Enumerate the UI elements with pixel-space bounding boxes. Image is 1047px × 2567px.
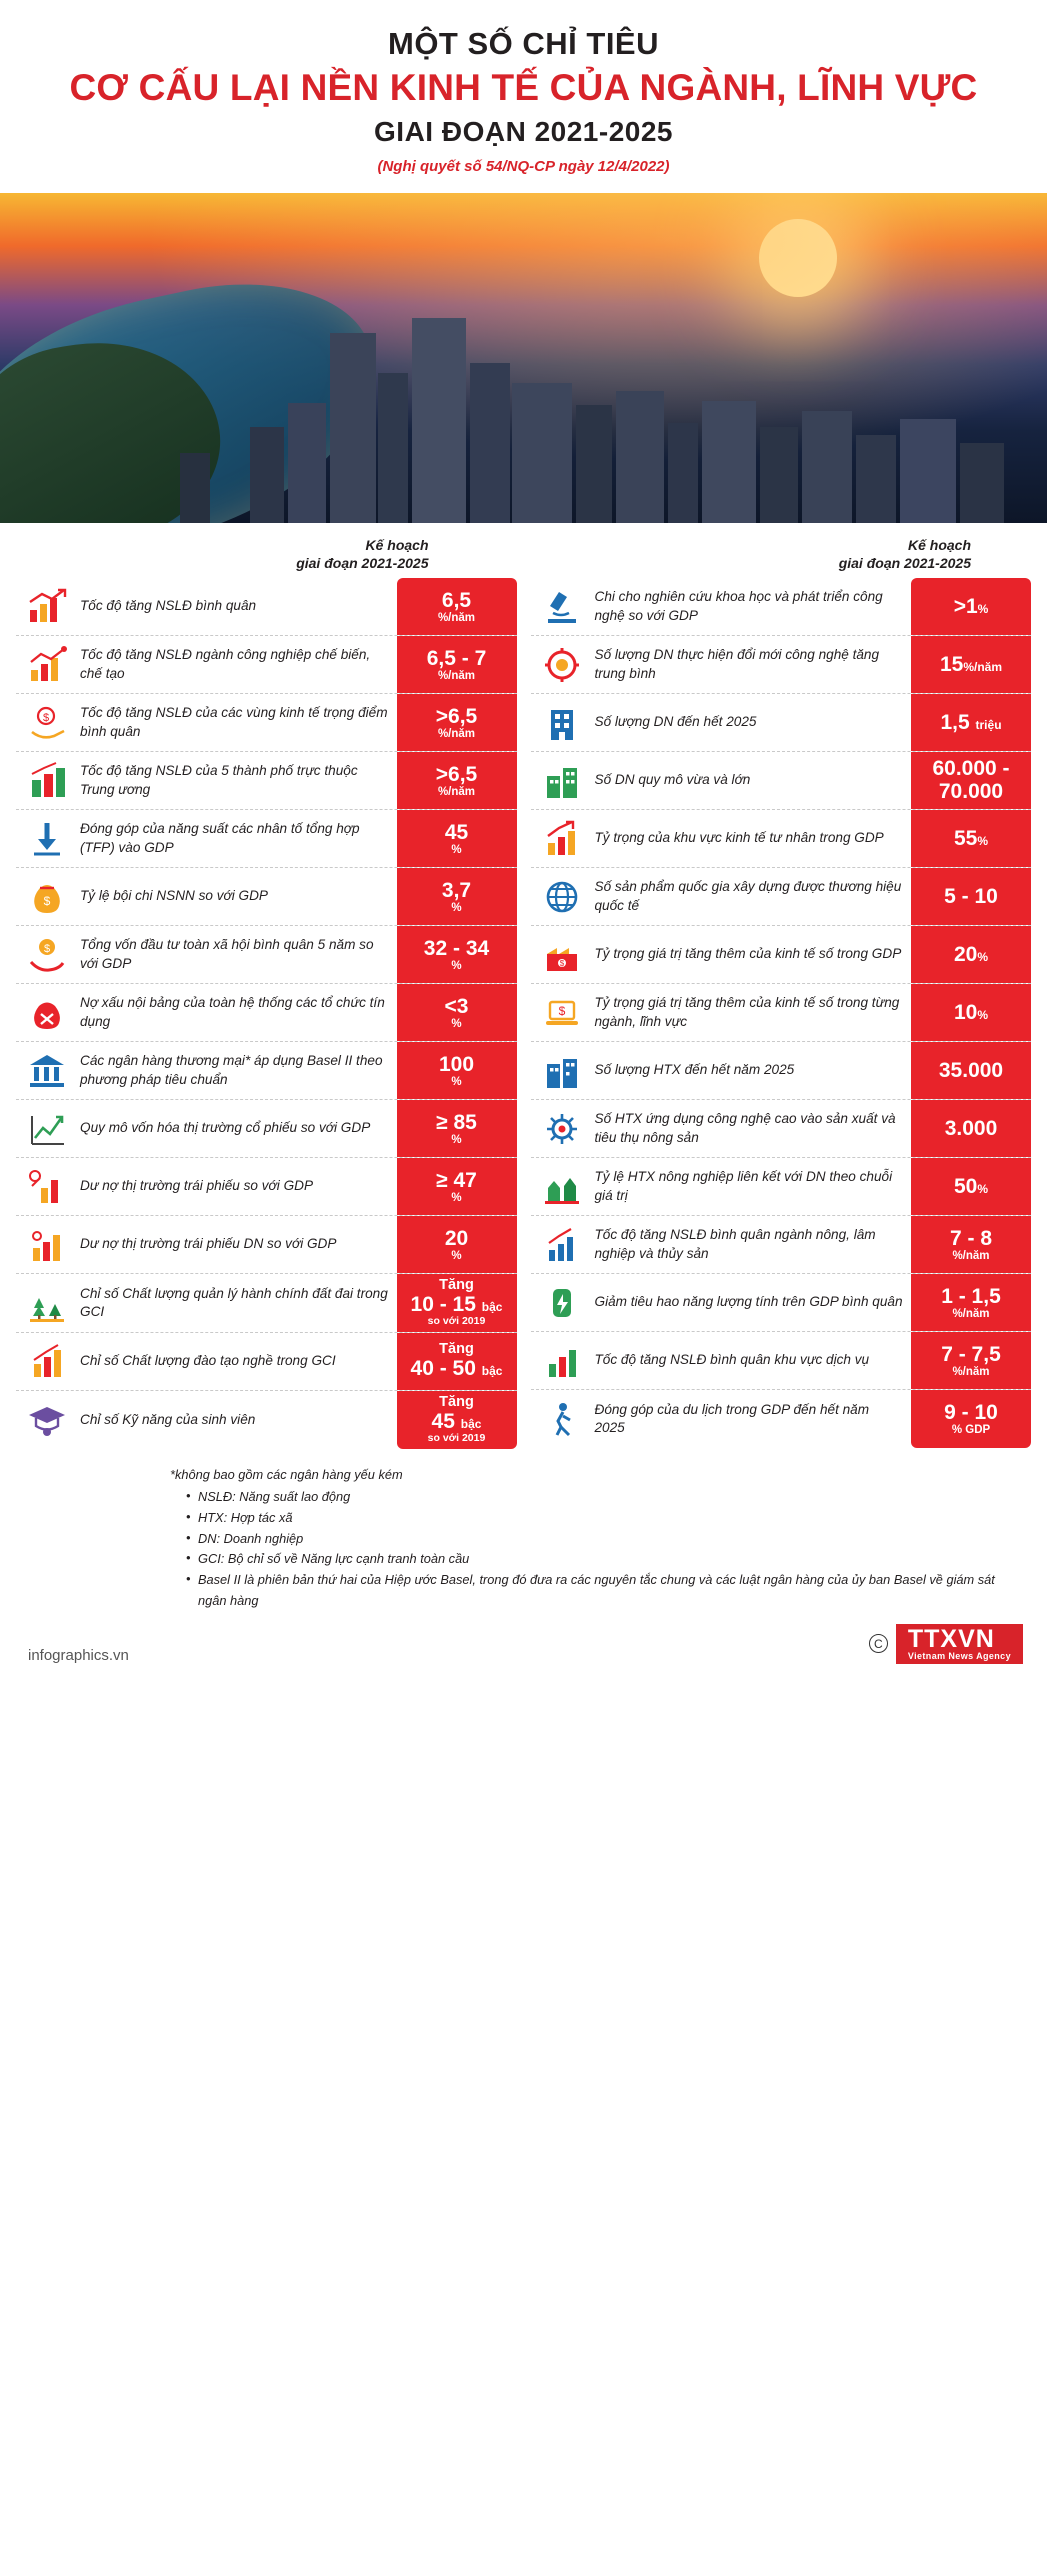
bad-debt-icon xyxy=(16,986,78,1040)
row-value-unit: % xyxy=(451,1075,462,1088)
row-value-number: 32 - 34 xyxy=(423,936,490,960)
agency-logo xyxy=(869,1624,1023,1665)
row-label: Số sản phẩm quốc gia xây dựng được thương hiệu quốc tế xyxy=(594,879,902,913)
svg-text:$: $ xyxy=(43,942,51,955)
svg-text:$: $ xyxy=(43,893,51,908)
row-value-number: 15%/năm xyxy=(939,652,1003,676)
svg-text:$: $ xyxy=(558,1003,565,1018)
footnotes xyxy=(0,1449,1047,1618)
left-plan-header xyxy=(16,537,517,572)
gear-target-icon xyxy=(531,638,593,692)
row-label: Chỉ số Chất lượng đào tạo nghề trong GCI xyxy=(80,1353,336,1369)
microscope-icon xyxy=(531,580,593,634)
row-value xyxy=(397,1158,517,1215)
row-label: Tổng vốn đầu tư toàn xã hội bình quân 5 năm so với GDP xyxy=(80,937,374,971)
table-row xyxy=(16,1216,517,1274)
city-skyline xyxy=(0,313,1047,523)
table-row xyxy=(16,752,517,810)
row-value-number: 10 - 15 bậc xyxy=(410,1292,503,1316)
row-label: Chỉ số Kỹ năng của sinh viên xyxy=(80,1411,256,1427)
city-growth-icon xyxy=(16,754,78,808)
row-label: Tỷ trọng giá trị tăng thêm của kinh tế số trong từng ngành, lĩnh vực xyxy=(594,995,900,1029)
table-row xyxy=(531,1158,1032,1216)
row-value-number: 100 xyxy=(438,1052,475,1076)
indicator-tables xyxy=(0,523,1047,1449)
footnote-item: • NSLĐ: Năng suất lao động xyxy=(186,1487,1019,1508)
tech-gear-icon xyxy=(531,1102,593,1156)
row-value-number: 50% xyxy=(953,1174,989,1198)
row-label: Chỉ số Chất lượng quản lý hành chính đất đai trong GCI xyxy=(80,1285,388,1319)
table-row xyxy=(16,1158,517,1216)
row-label: Số DN quy mô vừa và lớn xyxy=(594,772,751,788)
row-value-number: 5 - 10 xyxy=(944,884,998,908)
row-value xyxy=(911,1274,1031,1331)
row-value-unit: % xyxy=(451,843,462,856)
table-row xyxy=(16,636,517,694)
tourist-icon xyxy=(531,1392,593,1446)
percent-bars-icon xyxy=(16,1160,78,1214)
row-value-number: 7 - 7,5 xyxy=(941,1342,1001,1366)
footnote-item: • GCI: Bộ chỉ số về Năng lực cạnh tranh toàn cầu xyxy=(186,1549,1019,1570)
growth-chart-icon xyxy=(16,580,78,634)
row-value-number: ≥ 85 xyxy=(436,1110,477,1134)
table-row xyxy=(531,1100,1032,1158)
land-trees-icon xyxy=(16,1276,78,1330)
table-row xyxy=(531,984,1032,1042)
row-value xyxy=(911,694,1031,751)
row-value-number: 60.000 - 70.000 xyxy=(932,757,1010,803)
ttxvn-subtitle: Vietnam News Agency xyxy=(907,1650,1011,1661)
row-label: Tốc độ tăng NSLĐ của 5 thành phố trực thuộc Trung ương xyxy=(80,763,358,797)
right-plan-header xyxy=(531,537,1032,572)
row-value-number: 1,5 triệu xyxy=(940,710,1002,734)
row-label: Đóng góp của du lịch trong GDP đến hết năm 2025 xyxy=(594,1401,870,1436)
row-label: Tốc độ tăng NSLĐ ngành công nghiệp chế biến, chế tạo xyxy=(80,647,371,681)
row-value xyxy=(911,1158,1031,1215)
table-row xyxy=(16,810,517,868)
svg-text:$: $ xyxy=(559,958,564,968)
row-value-number: 20% xyxy=(953,942,989,966)
row-value xyxy=(397,1274,517,1332)
row-value xyxy=(397,1216,517,1273)
row-value xyxy=(397,1333,517,1390)
row-value-unit: %/năm xyxy=(952,1249,990,1262)
row-label: Đóng góp của năng suất các nhân tố tổng hợp (TFP) vào GDP xyxy=(80,821,360,855)
buildings-icon xyxy=(531,754,593,808)
row-value xyxy=(397,752,517,809)
table-row xyxy=(16,694,517,752)
service-chart-icon xyxy=(531,1334,593,1388)
right-rows xyxy=(531,578,1032,1448)
hand-money-icon xyxy=(16,696,78,750)
table-row xyxy=(16,1042,517,1100)
ttxvn-text: TTXVN xyxy=(907,1624,995,1653)
row-value-number: ≥ 47 xyxy=(436,1168,477,1192)
row-value-number: >1% xyxy=(953,594,989,618)
training-chart-icon xyxy=(16,1334,78,1388)
row-value xyxy=(911,636,1031,693)
table-row xyxy=(531,926,1032,984)
ttxvn-logo xyxy=(896,1624,1023,1665)
money-bag-icon xyxy=(16,870,78,924)
left-plan-header-line2: giai đoạn 2021-2025 xyxy=(296,554,429,571)
row-value-number: 55% xyxy=(953,826,989,850)
sun-glow xyxy=(759,219,837,297)
row-value-unit: %/năm xyxy=(952,1307,990,1320)
row-value xyxy=(397,926,517,983)
row-label: Nợ xấu nội bảng của toàn hệ thống các tổ chức tín dụng xyxy=(80,995,385,1029)
row-value-number: 35.000 xyxy=(938,1058,1004,1082)
row-value-number: 10% xyxy=(953,1000,989,1024)
row-label: Các ngân hàng thương mại* áp dụng Basel II theo phương pháp tiêu chuẩn xyxy=(80,1053,383,1087)
row-value xyxy=(911,752,1031,809)
bond-bars-icon xyxy=(16,1218,78,1272)
table-row xyxy=(531,1332,1032,1390)
row-label: Tỷ trọng giá trị tăng thêm của kinh tế số trong GDP xyxy=(594,946,902,962)
table-row xyxy=(16,868,517,926)
row-value xyxy=(911,1216,1031,1273)
row-value-prefix: Tăng xyxy=(439,1277,474,1294)
row-value-note: so với 2019 xyxy=(427,1315,486,1328)
table-row xyxy=(16,1391,517,1449)
row-value-number: 45 xyxy=(444,820,469,844)
table-row xyxy=(531,694,1032,752)
row-value xyxy=(911,1390,1031,1448)
table-row xyxy=(531,636,1032,694)
page-title-line-2: CƠ CẤU LẠI NỀN KINH TẾ CỦA NGÀNH, LĨNH VỰC xyxy=(69,66,978,108)
row-label: Dư nợ thị trường trái phiếu so với GDP xyxy=(80,1178,314,1194)
row-value-unit: %/năm xyxy=(437,611,476,624)
globe-icon xyxy=(531,870,593,924)
row-value xyxy=(911,578,1031,635)
row-value xyxy=(397,636,517,693)
digital-factory-icon xyxy=(531,928,593,982)
row-value-number: 45 bậc xyxy=(431,1409,482,1433)
row-value-number: 7 - 8 xyxy=(949,1226,993,1250)
row-label: Tỷ lệ HTX nông nghiệp liên kết với DN theo chuỗi giá trị xyxy=(594,1169,893,1203)
row-value-unit: % xyxy=(451,959,462,972)
left-plan-header-line1: Kế hoạch xyxy=(365,537,429,554)
table-row xyxy=(16,984,517,1042)
bar-growth-icon xyxy=(16,638,78,692)
row-value xyxy=(911,868,1031,925)
row-value xyxy=(911,1042,1031,1099)
table-row xyxy=(531,578,1032,636)
row-value xyxy=(397,1042,517,1099)
row-value-unit: % xyxy=(451,1017,462,1030)
bank-icon xyxy=(16,1044,78,1098)
row-value-number: 1 - 1,5 xyxy=(941,1284,1001,1308)
row-value-number: 40 - 50 bậc xyxy=(410,1357,503,1380)
table-row xyxy=(531,868,1032,926)
footnote-item: • DN: Doanh nghiệp xyxy=(186,1529,1019,1550)
row-value-number: <3 xyxy=(444,994,469,1018)
row-value xyxy=(397,984,517,1041)
growth-arrow-icon xyxy=(531,812,593,866)
table-row xyxy=(16,1100,517,1158)
row-value-note: so với 2019 xyxy=(427,1431,486,1444)
row-label: Tốc độ tăng NSLĐ bình quân ngành nông, lâm nghiệp và thủy sản xyxy=(594,1227,876,1261)
page-title-line-3: GIAI ĐOẠN 2021-2025 xyxy=(374,116,673,148)
copyright-icon: C xyxy=(869,1634,888,1653)
row-label: Giảm tiêu hao năng lượng tính trên GDP bình quân xyxy=(594,1294,903,1310)
table-row xyxy=(531,752,1032,810)
building-icon xyxy=(531,696,593,750)
table-row xyxy=(531,1390,1032,1448)
row-value-prefix: Tăng xyxy=(439,1393,474,1410)
table-row xyxy=(531,1216,1032,1274)
row-value xyxy=(911,984,1031,1041)
row-label: Tốc độ tăng NSLĐ bình quân khu vực dịch vụ xyxy=(594,1352,870,1368)
row-label: Tốc độ tăng NSLĐ của các vùng kinh tế trọng điểm bình quân xyxy=(80,705,388,739)
page-subtitle: (Nghị quyết số 54/NQ-CP ngày 12/4/2022) xyxy=(377,158,670,176)
table-row xyxy=(16,1274,517,1333)
table-row xyxy=(16,926,517,984)
table-row xyxy=(531,1274,1032,1332)
coop-building-icon xyxy=(531,1044,593,1098)
footer xyxy=(0,1618,1047,1679)
row-value-number: 3,7 xyxy=(441,878,472,902)
download-arrow-icon xyxy=(16,812,78,866)
left-column xyxy=(16,537,517,1449)
row-value-number: 3.000 xyxy=(944,1116,998,1140)
row-value xyxy=(397,1391,517,1449)
row-value-unit: %/năm xyxy=(437,669,476,682)
row-value xyxy=(911,810,1031,867)
row-value-number: 6,5 xyxy=(441,588,472,612)
row-value xyxy=(397,578,517,635)
row-value-unit: % xyxy=(451,1133,462,1146)
footnote-item: • HTX: Hợp tác xã xyxy=(186,1508,1019,1529)
table-row xyxy=(16,1333,517,1391)
row-value-number: 20 xyxy=(444,1226,469,1250)
row-value-number: 9 - 10 xyxy=(944,1401,998,1424)
hand-coin-icon xyxy=(16,928,78,982)
row-value-number: 6,5 - 7 xyxy=(426,646,487,670)
row-label: Quy mô vốn hóa thị trường cổ phiếu so với GDP xyxy=(80,1120,371,1136)
row-value-unit: %/năm xyxy=(437,727,476,740)
row-label: Số lượng HTX đến hết năm 2025 xyxy=(594,1062,795,1078)
agri-chart-icon xyxy=(531,1218,593,1272)
table-row xyxy=(531,1042,1032,1100)
row-value-prefix: Tăng xyxy=(439,1341,474,1358)
table-row xyxy=(16,578,517,636)
row-label: Chi cho nghiên cứu khoa học và phát triển công nghệ so với GDP xyxy=(594,589,883,623)
farm-link-icon xyxy=(531,1160,593,1214)
row-value-unit: % xyxy=(451,901,462,914)
row-value-unit: % xyxy=(451,1191,462,1204)
footnote-asterisk: *không bao gồm các ngân hàng yếu kém xyxy=(170,1466,403,1482)
right-plan-header-line2: giai đoạn 2021-2025 xyxy=(838,554,971,571)
row-value-number: >6,5 xyxy=(435,762,478,786)
row-label: Tỷ lệ bội chi NSNN so với GDP xyxy=(80,888,269,904)
right-column xyxy=(531,537,1032,1449)
svg-text:$: $ xyxy=(42,711,50,724)
row-value xyxy=(397,868,517,925)
row-value xyxy=(911,1100,1031,1157)
row-value xyxy=(397,1100,517,1157)
table-row xyxy=(531,810,1032,868)
graduate-icon xyxy=(16,1393,78,1447)
left-rows xyxy=(16,578,517,1449)
row-value-number: >6,5 xyxy=(435,704,478,728)
row-value-unit: %/năm xyxy=(437,785,476,798)
footnote-item: • Basel II là phiên bản thứ hai của Hiệp ước Basel, trong đó đưa ra các nguyên tắc chung và các luật ngân hàng của ủy ban Basel về giám sát ngân hàng xyxy=(186,1570,1019,1611)
row-value-unit: % xyxy=(451,1249,462,1262)
row-value-unit: % GDP xyxy=(951,1424,991,1437)
page-title-line-1: MỘT SỐ CHỈ TIÊU xyxy=(388,26,659,61)
row-label: Tốc độ tăng NSLĐ bình quân xyxy=(80,598,257,614)
stock-chart-icon xyxy=(16,1102,78,1156)
row-label: Số lượng DN đến hết 2025 xyxy=(594,714,757,730)
row-value xyxy=(911,1332,1031,1389)
row-label: Số HTX ứng dụng công nghệ cao vào sản xuất và tiêu thụ nông sản xyxy=(594,1111,896,1145)
row-label: Tỷ trọng của khu vực kinh tế tư nhân trong GDP xyxy=(594,830,884,846)
row-label: Dư nợ thị trường trái phiếu DN so với GDP xyxy=(80,1236,337,1252)
row-label: Số lượng DN thực hiện đổi mới công nghệ tăng trung bình xyxy=(594,647,880,681)
right-plan-header-line1: Kế hoạch xyxy=(907,537,971,554)
header xyxy=(0,0,1047,181)
row-value-unit: %/năm xyxy=(952,1365,990,1378)
row-value xyxy=(397,694,517,751)
footnote-list xyxy=(170,1487,1019,1611)
row-value xyxy=(911,926,1031,983)
hero-cityscape-photo xyxy=(0,193,1047,523)
laptop-money-icon xyxy=(531,986,593,1040)
row-value xyxy=(397,810,517,867)
site-url: infographics.vn xyxy=(28,1647,129,1665)
energy-bolt-icon xyxy=(531,1276,593,1330)
